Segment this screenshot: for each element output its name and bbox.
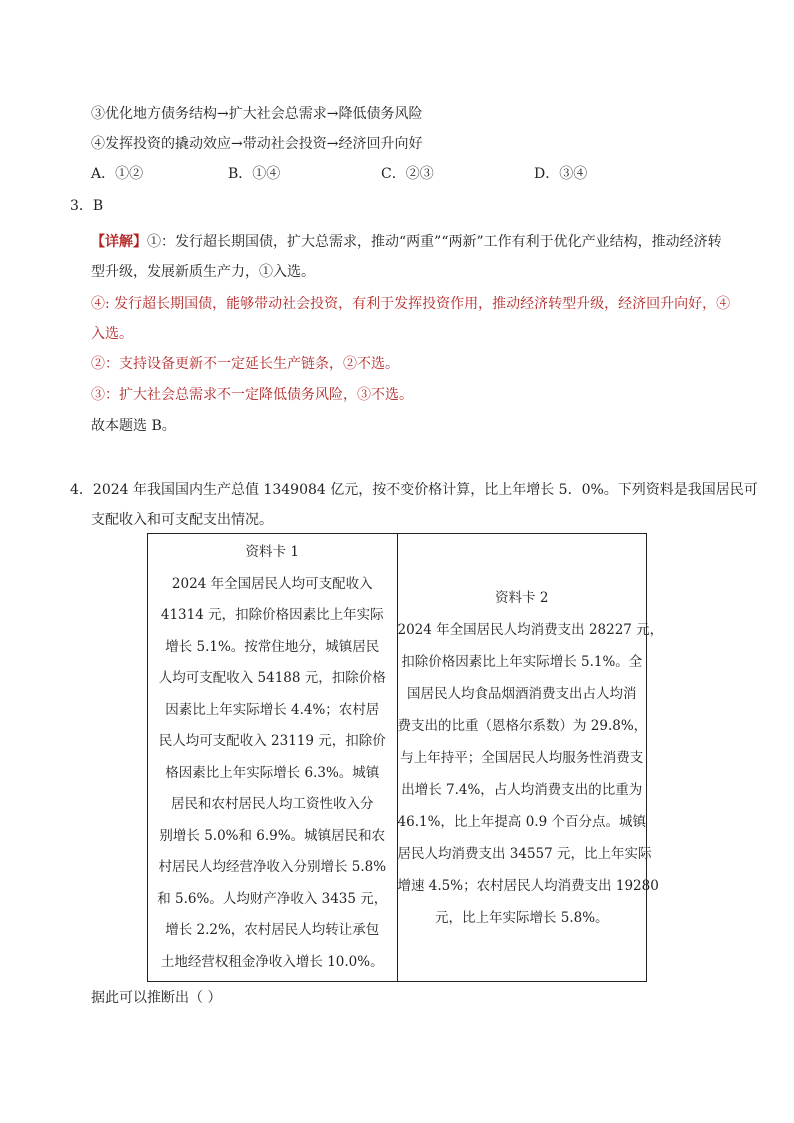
card-2-line: 增速 4.5%；农村居民人均消费支出 19280 bbox=[397, 877, 659, 894]
card-2-line: 费支出的比重（恩格尔系数）为 29.8%， bbox=[397, 717, 648, 734]
material-card-1 bbox=[148, 534, 398, 982]
question-4-prompt: 据此可以推断出（ ） bbox=[91, 990, 222, 1006]
card-1-line: 民人均可支配收入 23119 元，扣除价 bbox=[158, 733, 386, 749]
card-2-title: 资料卡 2 bbox=[495, 589, 549, 606]
explanation-line-6: ③：扩大社会总需求不一定降低债务风险，③不选。 bbox=[91, 387, 413, 403]
card-1-line: 土地经营权租金净收入增长 10.0%。 bbox=[160, 953, 384, 970]
card-2-line: 居民人均消费支出 34557 元，比上年实际 bbox=[397, 845, 652, 862]
card-1-line: 别增长 5.0%和 6.9%。城镇居民和农 bbox=[159, 827, 386, 844]
card-2-line: 46.1%，比上年提高 0.9 个百分点。城镇 bbox=[397, 813, 646, 830]
card-1-line: 2024 年全国居民人均可支配收入 bbox=[171, 575, 373, 592]
explanation-line-3: ④: 发行超长期国债，能够带动社会投资，有利于发挥投资作用，推动经济转型升级，经济回升向好，④ bbox=[91, 296, 731, 312]
card-2-line: 元，比上年实际增长 5.8%。 bbox=[434, 909, 609, 926]
explanation-line-4: 入选。 bbox=[91, 326, 133, 342]
answer-label: 3．B bbox=[70, 198, 104, 214]
explanation-line-2: 型升级，发展新质生产力，①入选。 bbox=[91, 264, 315, 280]
explanation-conclusion: 故本题选 B。 bbox=[91, 418, 176, 434]
choice-c: C．②③ bbox=[381, 166, 434, 182]
question-4-stem-1: 4．2024 年我国国内生产总值 1349084 亿元，按不变价格计算，比上年增长 5．0%。下列资料是我国居民可 bbox=[70, 482, 758, 498]
material-card-2 bbox=[397, 534, 664, 982]
card-1-line: 41314 元，扣除价格因素比上年实际 bbox=[160, 607, 384, 623]
explanation-tag: 【详解】 bbox=[91, 234, 147, 250]
card-2-line: 与上年持平；全国居民人均服务性消费支 bbox=[400, 749, 644, 766]
explanation-text: ①：发行超长期国债，扩大总需求，推动“两重”“两新”工作有利于优化产业结构，推动经济转 bbox=[147, 234, 722, 250]
card-1-line: 增长 5.1%。按常住地分，城镇居民 bbox=[165, 638, 380, 655]
card-2-line: 出增长 7.4%，占人均消费支出的比重为 bbox=[401, 781, 643, 798]
card-1-line: 人均可支配收入 54188 元，扣除价格 bbox=[158, 670, 386, 686]
card-2-line: 2024 年全国居民人均消费支出 28227 元， bbox=[397, 621, 664, 638]
choice-d: D．③④ bbox=[534, 166, 588, 182]
explanation-line-1 bbox=[91, 232, 722, 252]
choice-b: B．①④ bbox=[228, 166, 281, 182]
card-1-line: 村居民人均经营净收入分别增长 5.8% bbox=[158, 859, 387, 875]
question-4-stem-2: 支配收入和可支配支出情况。 bbox=[91, 512, 273, 528]
option-3-line: ③优化地方债务结构→扩大社会总需求→降低债务风险 bbox=[91, 106, 423, 122]
material-cards-table bbox=[147, 533, 664, 982]
card-1-line: 格因素比上年实际增长 6.3%。城镇 bbox=[165, 764, 380, 781]
card-1-title: 资料卡 1 bbox=[245, 544, 299, 560]
option-4-line: ④发挥投资的撬动效应→带动社会投资→经济回升向好 bbox=[91, 136, 423, 152]
card-2-line: 国居民人均食品烟酒消费支出占人均消 bbox=[407, 685, 637, 702]
explanation-line-5: ②：支持设备更新不一定延长生产链条，②不选。 bbox=[91, 356, 399, 372]
card-1-line: 居民和农村居民人均工资性收入分 bbox=[171, 796, 374, 812]
card-1-line: 增长 2.2%，农村居民人均转让承包 bbox=[165, 922, 380, 938]
card-2-line: 扣除价格因素比上年实际增长 5.1%。全 bbox=[401, 653, 643, 670]
card-1-line: 和 5.6%。人均财产净收入 3435 元， bbox=[157, 890, 388, 907]
choice-a: A．①② bbox=[91, 166, 144, 182]
card-1-line: 因素比上年实际增长 4.4%；农村居 bbox=[165, 701, 380, 718]
